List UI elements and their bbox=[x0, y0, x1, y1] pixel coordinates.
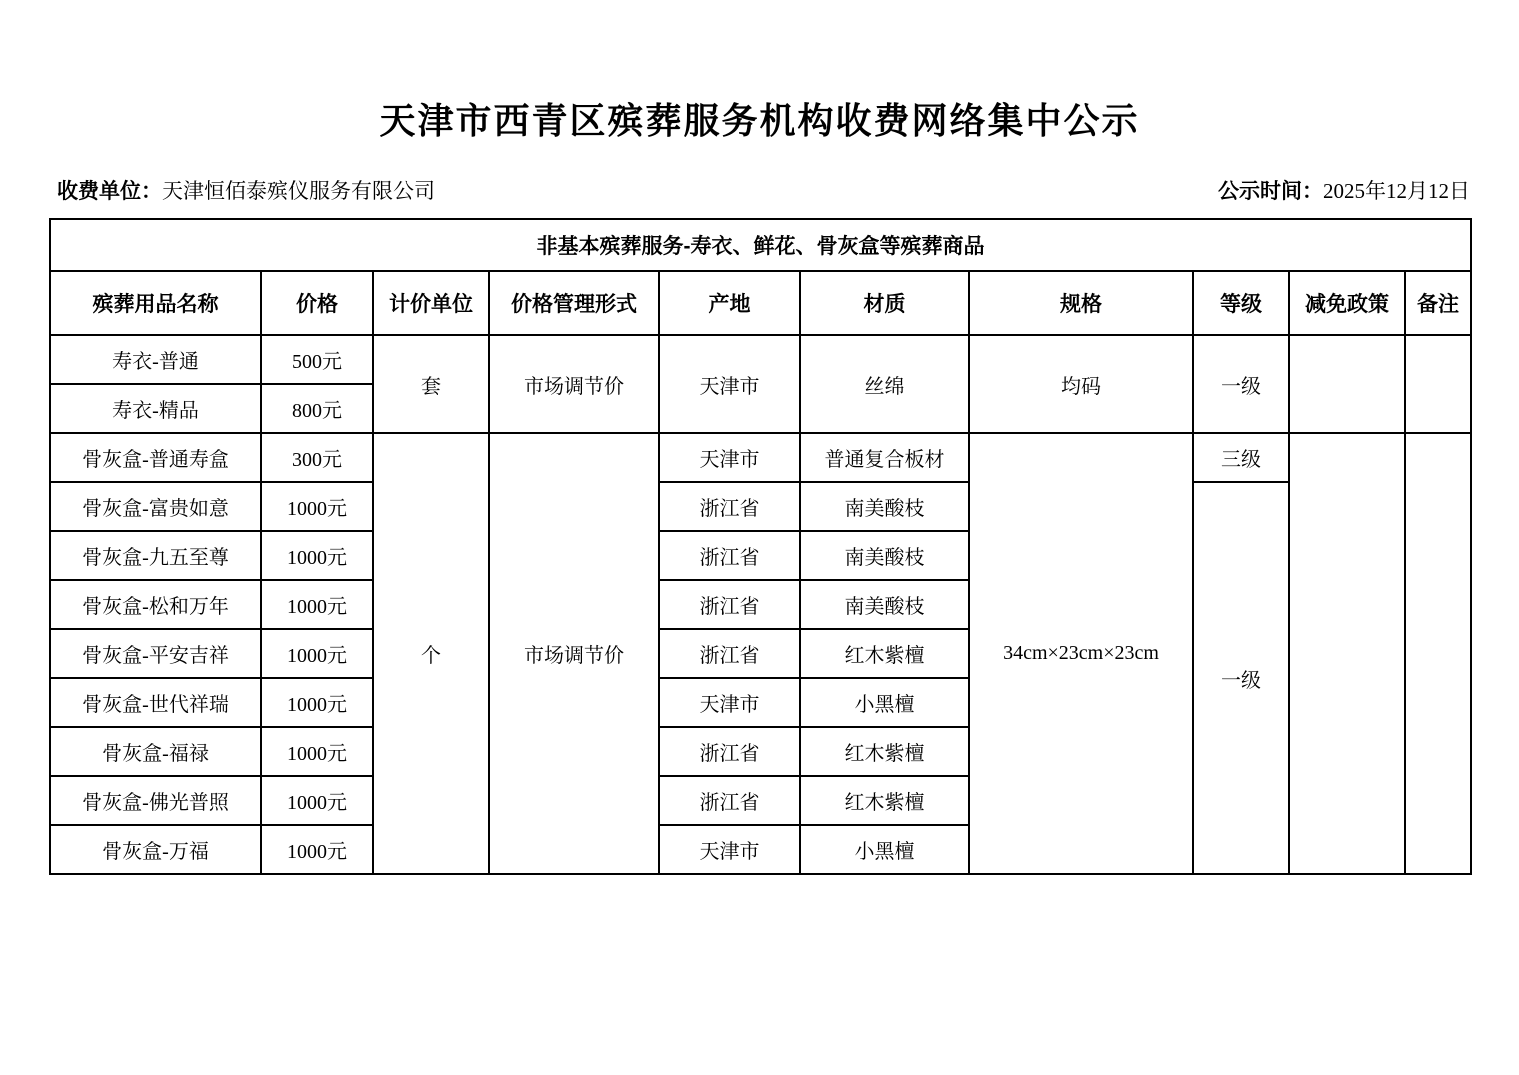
table-cell: 骨灰盒-富贵如意 bbox=[50, 482, 261, 531]
table-cell: 红木紫檀 bbox=[800, 727, 969, 776]
table-cell: 500元 bbox=[261, 335, 373, 384]
publish-time bbox=[1218, 178, 1470, 205]
table-cell: 骨灰盒-万福 bbox=[50, 825, 261, 874]
column-header-origin: 产地 bbox=[659, 271, 800, 335]
table-cell: 800元 bbox=[261, 384, 373, 433]
info-row bbox=[57, 178, 1470, 205]
table-row bbox=[50, 433, 1471, 482]
table-cell: 均码 bbox=[969, 335, 1193, 433]
column-header-row bbox=[50, 271, 1471, 335]
table-cell: 个 bbox=[373, 433, 489, 874]
table-cell: 南美酸枝 bbox=[800, 482, 969, 531]
table-cell: 南美酸枝 bbox=[800, 531, 969, 580]
table-row bbox=[50, 482, 1471, 531]
table-cell: 骨灰盒-福禄 bbox=[50, 727, 261, 776]
table-body bbox=[50, 335, 1471, 874]
table-cell: 丝绵 bbox=[800, 335, 969, 433]
table-cell bbox=[1289, 335, 1405, 433]
table-cell: 寿衣-精品 bbox=[50, 384, 261, 433]
table-cell: 1000元 bbox=[261, 727, 373, 776]
column-header-spec: 规格 bbox=[969, 271, 1193, 335]
column-header-pricing-unit: 计价单位 bbox=[373, 271, 489, 335]
table-cell: 套 bbox=[373, 335, 489, 433]
group-header-cell: 非基本殡葬服务-寿衣、鲜花、骨灰盒等殡葬商品 bbox=[50, 219, 1471, 271]
table-cell: 一级 bbox=[1193, 335, 1289, 433]
table-cell: 浙江省 bbox=[659, 482, 800, 531]
column-header-price: 价格 bbox=[261, 271, 373, 335]
charge-unit bbox=[57, 178, 435, 205]
table-cell: 天津市 bbox=[659, 825, 800, 874]
table-cell: 骨灰盒-佛光普照 bbox=[50, 776, 261, 825]
table-row bbox=[50, 335, 1471, 384]
table-cell: 骨灰盒-九五至尊 bbox=[50, 531, 261, 580]
table-cell: 1000元 bbox=[261, 531, 373, 580]
table-cell bbox=[1405, 335, 1471, 433]
table-cell: 浙江省 bbox=[659, 727, 800, 776]
table-cell: 骨灰盒-平安吉祥 bbox=[50, 629, 261, 678]
table-cell: 浙江省 bbox=[659, 531, 800, 580]
table-cell: 天津市 bbox=[659, 433, 800, 482]
table-cell: 1000元 bbox=[261, 678, 373, 727]
table-cell: 天津市 bbox=[659, 335, 800, 433]
table-cell: 三级 bbox=[1193, 433, 1289, 482]
fee-table bbox=[49, 218, 1472, 875]
charge-unit-label: 收费单位： bbox=[57, 180, 162, 203]
column-header-reduction-policy: 减免政策 bbox=[1289, 271, 1405, 335]
table-cell: 普通复合板材 bbox=[800, 433, 969, 482]
table-cell: 小黑檀 bbox=[800, 825, 969, 874]
group-header-row bbox=[50, 219, 1471, 271]
table-cell: 300元 bbox=[261, 433, 373, 482]
table-cell: 1000元 bbox=[261, 825, 373, 874]
table-cell: 小黑檀 bbox=[800, 678, 969, 727]
page-title: 天津市西青区殡葬服务机构收费网络集中公示 bbox=[379, 101, 1140, 141]
table-cell: 34cm×23cm×23cm bbox=[969, 433, 1193, 874]
table-cell: 1000元 bbox=[261, 629, 373, 678]
charge-unit-value: 天津恒佰泰殡仪服务有限公司 bbox=[162, 179, 435, 203]
publish-time-value: 2025年12月12日 bbox=[1323, 179, 1470, 203]
column-header-item-name: 殡葬用品名称 bbox=[50, 271, 261, 335]
column-header-grade: 等级 bbox=[1193, 271, 1289, 335]
table-cell: 骨灰盒-世代祥瑞 bbox=[50, 678, 261, 727]
table-cell: 寿衣-普通 bbox=[50, 335, 261, 384]
column-header-remarks: 备注 bbox=[1405, 271, 1471, 335]
table-cell: 浙江省 bbox=[659, 776, 800, 825]
table-cell: 1000元 bbox=[261, 482, 373, 531]
table-cell: 浙江省 bbox=[659, 580, 800, 629]
table-cell: 骨灰盒-松和万年 bbox=[50, 580, 261, 629]
table-cell bbox=[1289, 433, 1405, 874]
column-header-material: 材质 bbox=[800, 271, 969, 335]
table-cell: 南美酸枝 bbox=[800, 580, 969, 629]
table-cell: 天津市 bbox=[659, 678, 800, 727]
table-cell: 红木紫檀 bbox=[800, 776, 969, 825]
table-cell: 市场调节价 bbox=[489, 433, 659, 874]
table-cell: 骨灰盒-普通寿盒 bbox=[50, 433, 261, 482]
table-cell bbox=[1405, 433, 1471, 874]
table-cell: 红木紫檀 bbox=[800, 629, 969, 678]
table-cell: 1000元 bbox=[261, 776, 373, 825]
publish-time-label: 公示时间： bbox=[1218, 180, 1323, 203]
table-cell: 一级 bbox=[1193, 482, 1289, 874]
table-cell: 浙江省 bbox=[659, 629, 800, 678]
table-cell: 1000元 bbox=[261, 580, 373, 629]
table-cell: 市场调节价 bbox=[489, 335, 659, 433]
column-header-price-management: 价格管理形式 bbox=[489, 271, 659, 335]
